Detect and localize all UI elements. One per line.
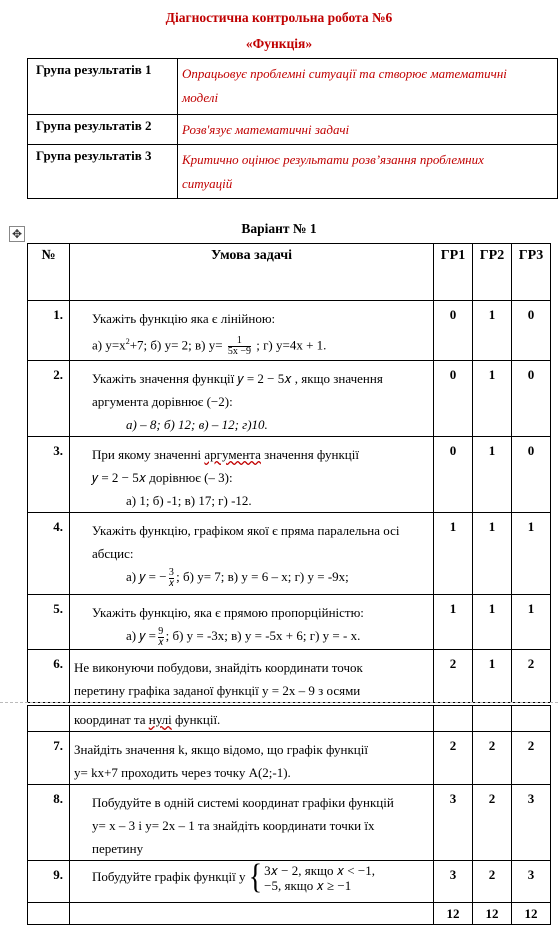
task-text: Побудуйте в одній системі координат графіки функцій y= x – 3 і y= 2x – 1 та знайдіть координати точки їх перетину [70, 785, 434, 861]
task-number [28, 903, 70, 925]
table-header-row [28, 244, 551, 301]
page-break [0, 702, 558, 703]
table-row [28, 706, 551, 732]
task-text: Укажіть функцію, яка є прямою пропорційністю: а) 𝑦 = $\frac{9}{\text{𝑥}}$ ; б) y = -3x; в) y = -5x + 6; г) y = - x. [70, 595, 434, 650]
task-number: 9. [28, 861, 70, 903]
score-g2: 1 [473, 650, 512, 703]
group-desc: Опрацьовує проблемні ситуації та створює математичні моделі [178, 59, 558, 115]
group-label: Група результатів 1 [28, 59, 178, 115]
task-text: При якому значенні аргумента значення функції 𝑦 = 2 − 5𝑥 дорівнює (– 3): а) 1; б) -1; в) 17; г) -12. [70, 437, 434, 513]
col-g3-header: ГР3 [512, 244, 551, 301]
score-g3: 3 [512, 785, 551, 861]
table-row [28, 650, 551, 703]
task-number: 8. [28, 785, 70, 861]
score-g1: 3 [434, 785, 473, 861]
variant-title: Варіант № 1 [241, 221, 317, 236]
task-text: координат та нулі функції. [70, 706, 434, 732]
table-row [28, 437, 551, 513]
score-g1: 0 [434, 437, 473, 513]
col-g2-header: ГР2 [473, 244, 512, 301]
table-row [28, 361, 551, 437]
total-g3: 12 [512, 903, 551, 925]
task-number: 6. [28, 650, 70, 703]
page-subtitle: «Функція» [245, 36, 313, 51]
task-text: Побудуйте графік функції y { 3𝑥 − 2, якщо 𝑥 < −1, −5, якщо 𝑥 ≥ −1 [70, 861, 434, 903]
table-row [28, 301, 551, 361]
task-number: 2. [28, 361, 70, 437]
task-text: Знайдіть значення k, якщо відомо, що графік функції y= kx+7 проходить через точку A(2;-1). [70, 732, 434, 785]
col-g1-header: ГР1 [434, 244, 473, 301]
score-g1: 1 [434, 513, 473, 595]
col-num-header: № [28, 244, 70, 301]
tasks-table-continued [27, 705, 551, 925]
task-number: 5. [28, 595, 70, 650]
table-row [28, 595, 551, 650]
group-desc: Критично оцінює результати розв’язання проблемних ситуацій [178, 145, 558, 199]
total-g2: 12 [473, 903, 512, 925]
group-row [28, 145, 558, 199]
score-g3: 2 [512, 650, 551, 703]
table-row [28, 785, 551, 861]
score-g2: 1 [473, 595, 512, 650]
group-label: Група результатів 3 [28, 145, 178, 199]
brace-icon: { [248, 858, 263, 897]
score-g3: 0 [512, 437, 551, 513]
score-g1: 3 [434, 861, 473, 903]
score-g2: 2 [473, 732, 512, 785]
task-number: 7. [28, 732, 70, 785]
score-g2: 1 [473, 301, 512, 361]
task-number [28, 706, 70, 732]
task-text: Укажіть значення функції 𝑦 = 2 − 5𝑥 , якщо значення аргумента дорівнює (−2): а) – 8; б) 12; в) – 12; г)10. [70, 361, 434, 437]
task-number: 4. [28, 513, 70, 595]
score-g1: 2 [434, 650, 473, 703]
task-text: Укажіть функцію яка є лінійною: а) $y=x^2+7$; б) y= 2; в) y= $\frac{1}{5x -9}$ ; г) y=4x + 1. [70, 301, 434, 361]
score-g1: 2 [434, 732, 473, 785]
score-g2: 2 [473, 861, 512, 903]
score-g3: 0 [512, 361, 551, 437]
task-text: Укажіть функцію, графіком якої є пряма паралельна осі абсцис: а) 𝑦 = − $\frac{3}{\text{𝑥}}$ ; б) y= 7; в) y = 6 – x; г) y = -9x; [70, 513, 434, 595]
task-number: 1. [28, 301, 70, 361]
score-g3: 2 [512, 732, 551, 785]
table-row [28, 861, 551, 903]
score-g1 [434, 706, 473, 732]
table-row [28, 732, 551, 785]
score-g3: 0 [512, 301, 551, 361]
table-move-handle-icon[interactable]: ✥ [9, 226, 25, 242]
score-g1: 0 [434, 301, 473, 361]
task-text [70, 903, 434, 925]
group-row [28, 115, 558, 145]
score-g2: 1 [473, 437, 512, 513]
totals-row [28, 903, 551, 925]
total-g1: 12 [434, 903, 473, 925]
score-g3: 3 [512, 861, 551, 903]
score-g2: 2 [473, 785, 512, 861]
score-g1: 0 [434, 361, 473, 437]
group-label: Група результатів 2 [28, 115, 178, 145]
score-g1: 1 [434, 595, 473, 650]
page-title: Діагностична контрольна робота №6 [165, 10, 393, 25]
col-task-header: Умова задачі [70, 244, 434, 301]
group-desc: Розв'язує математичні задачі [178, 115, 558, 145]
group-row [28, 59, 558, 115]
score-g2 [473, 706, 512, 732]
task-text: Не виконуючи побудови, знайдіть координати точок перетину графіка заданої функції y = 2x – 9 з осями [70, 650, 434, 703]
score-g3: 1 [512, 513, 551, 595]
tasks-table [27, 243, 551, 703]
score-g2: 1 [473, 513, 512, 595]
groups-table [27, 58, 558, 199]
table-row [28, 513, 551, 595]
score-g2: 1 [473, 361, 512, 437]
score-g3 [512, 706, 551, 732]
task-number: 3. [28, 437, 70, 513]
score-g3: 1 [512, 595, 551, 650]
